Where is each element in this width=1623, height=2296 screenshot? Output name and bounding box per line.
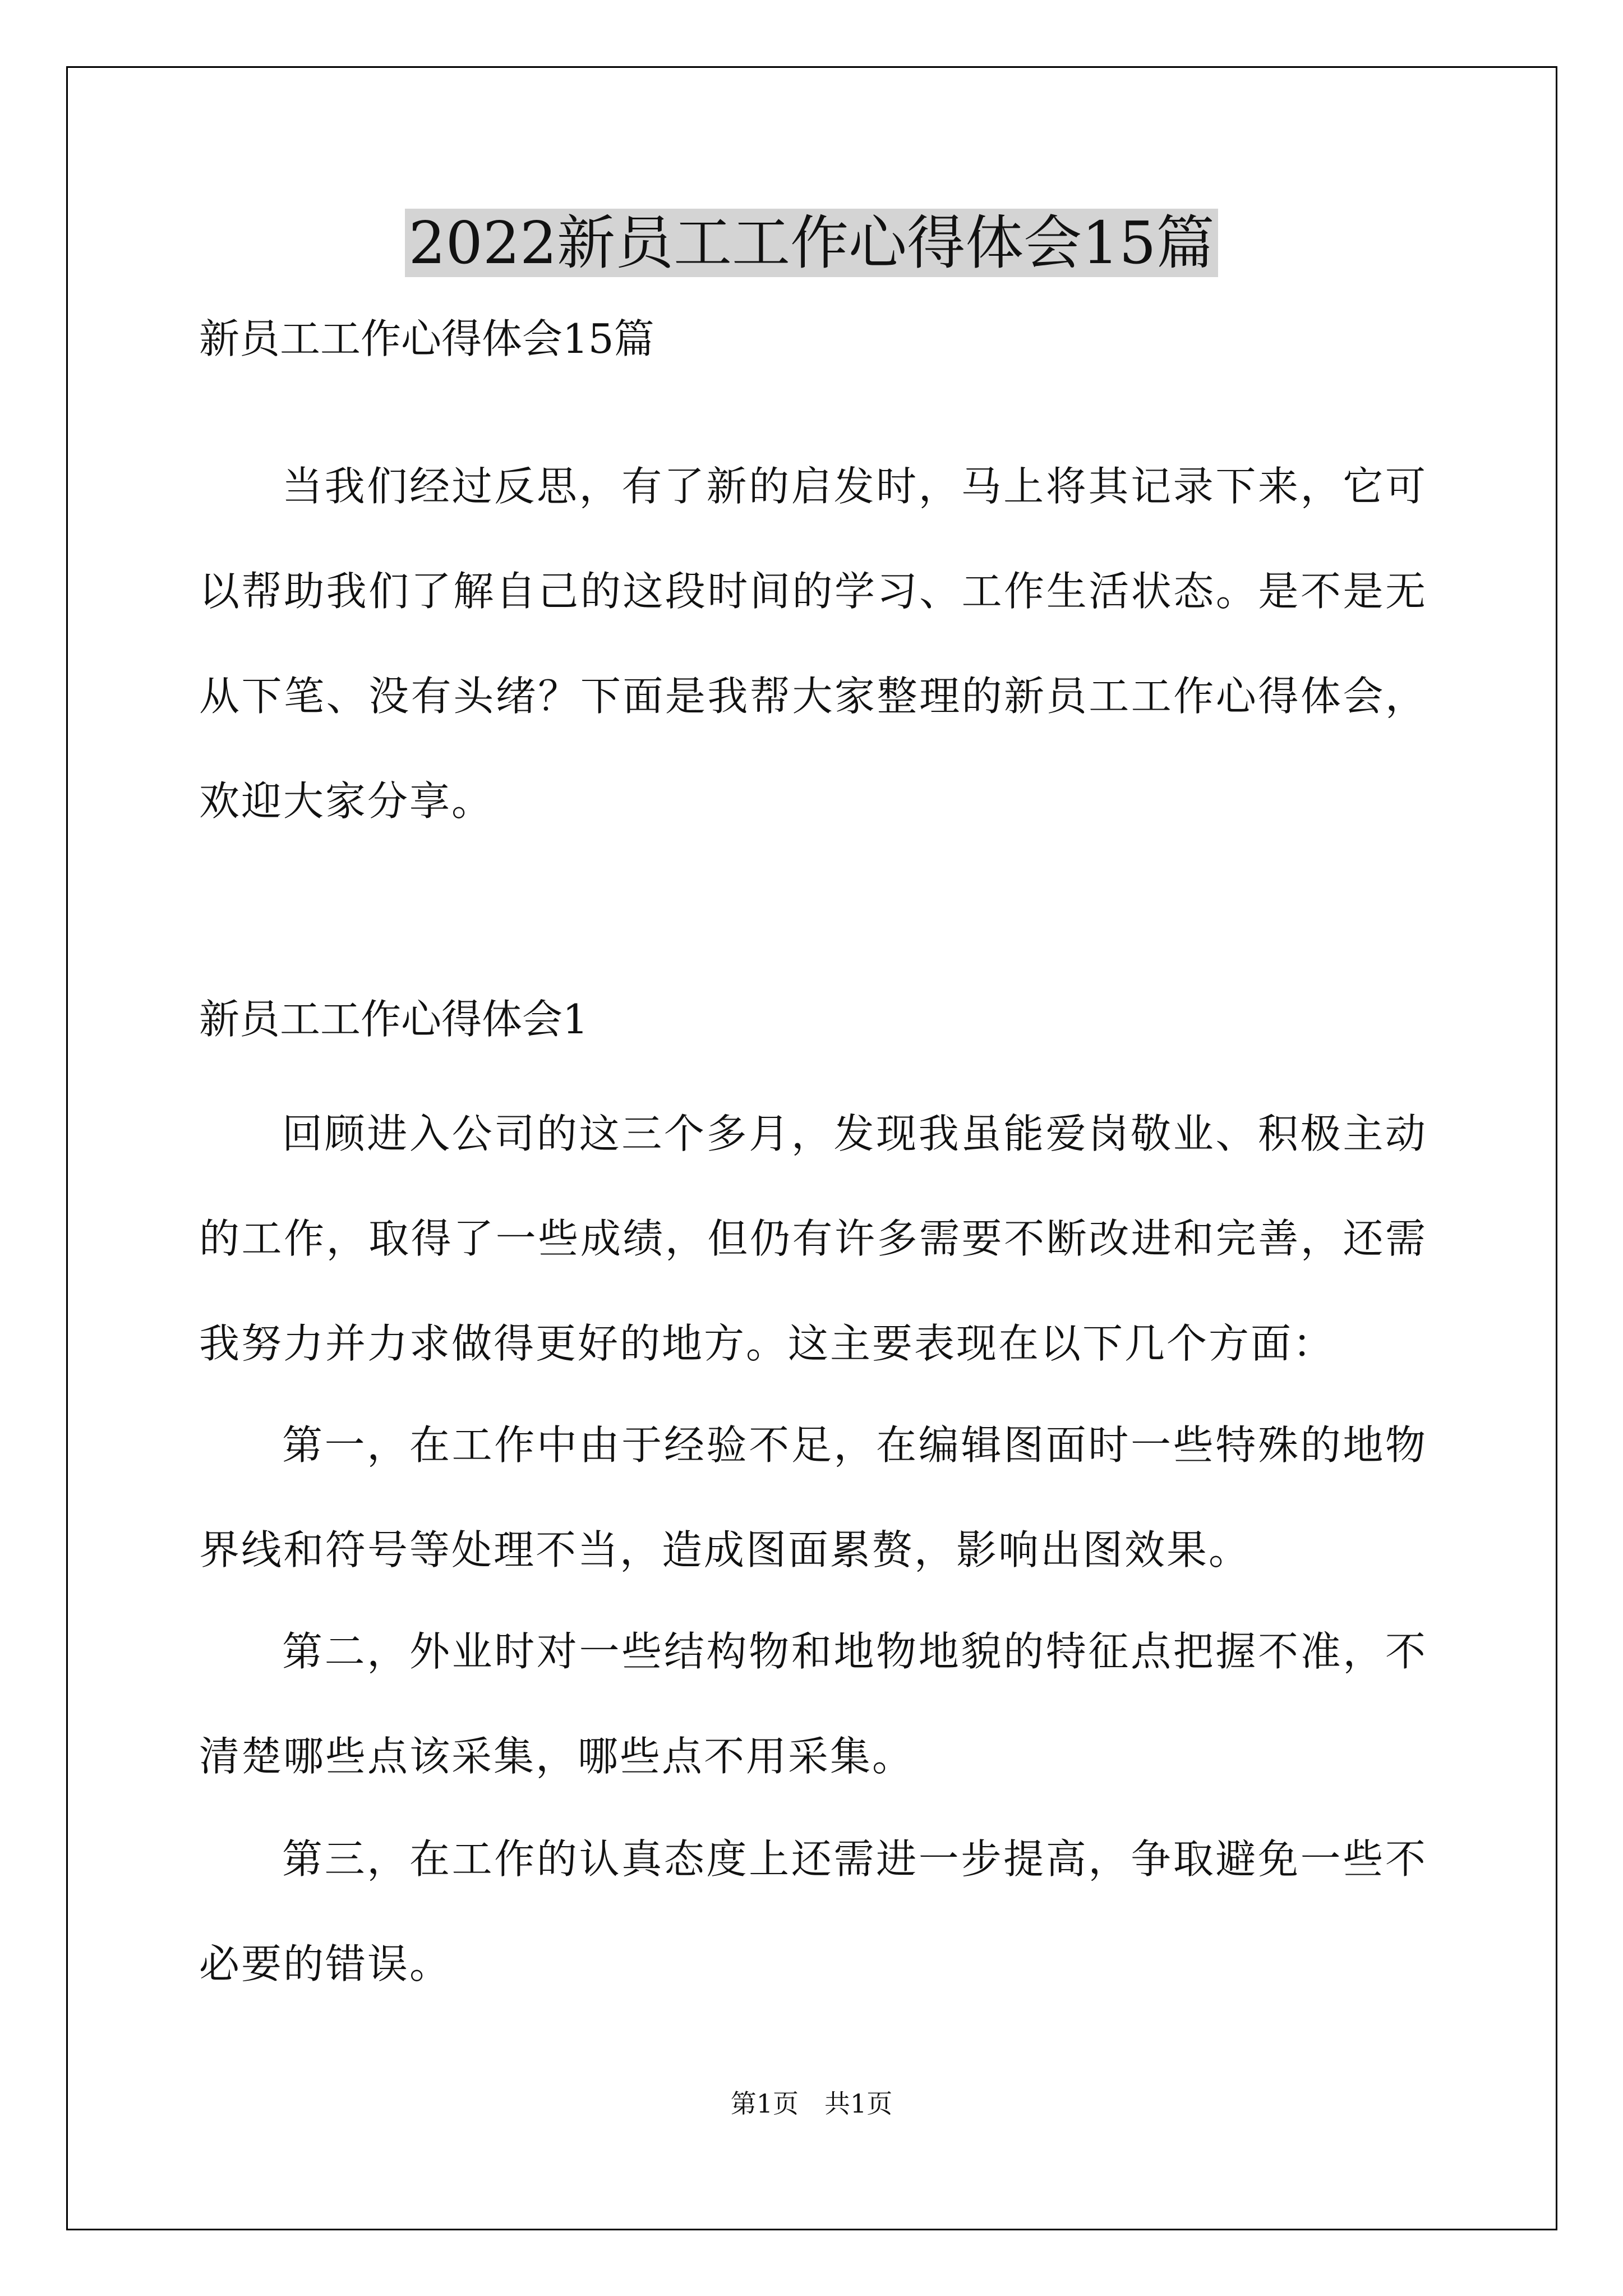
section-heading: 新员工工作心得体会1 <box>199 996 588 1043</box>
document-title-text: 2022新员工工作心得体会15篇 <box>405 209 1218 277</box>
body-paragraph: 第三，在工作的认真态度上还需进一步提高，争取避免一些不必要的错误。 <box>199 1835 1427 1987</box>
page-footer: 第1页 共1页 <box>730 2088 893 2119</box>
body-paragraph: 第二，外业时对一些结构物和地物地貌的特征点把握不准，不清楚哪些点该采集，哪些点不用采集。 <box>199 1628 1427 1780</box>
document-title <box>0 201 1623 285</box>
body-paragraph: 回顾进入公司的这三个多月，发现我虽能爱岗敬业、积极主动的工作，取得了一些成绩，但仍有许多需要不断改进和完善，还需我努力并力求做得更好的地方。这主要表现在以下几个方面： <box>199 1110 1427 1367</box>
document-subtitle: 新员工工作心得体会15篇 <box>199 315 654 362</box>
body-paragraph: 第一，在工作中由于经验不足，在编辑图面时一些特殊的地物界线和符号等处理不当，造成图面累赘，影响出图效果。 <box>199 1421 1427 1573</box>
intro-paragraph: 当我们经过反思，有了新的启发时，马上将其记录下来，它可以帮助我们了解自己的这段时间的学习、工作生活状态。是不是无从下笔、没有头绪？下面是我帮大家整理的新员工工作心得体会，欢迎大家分享。 <box>199 463 1427 825</box>
